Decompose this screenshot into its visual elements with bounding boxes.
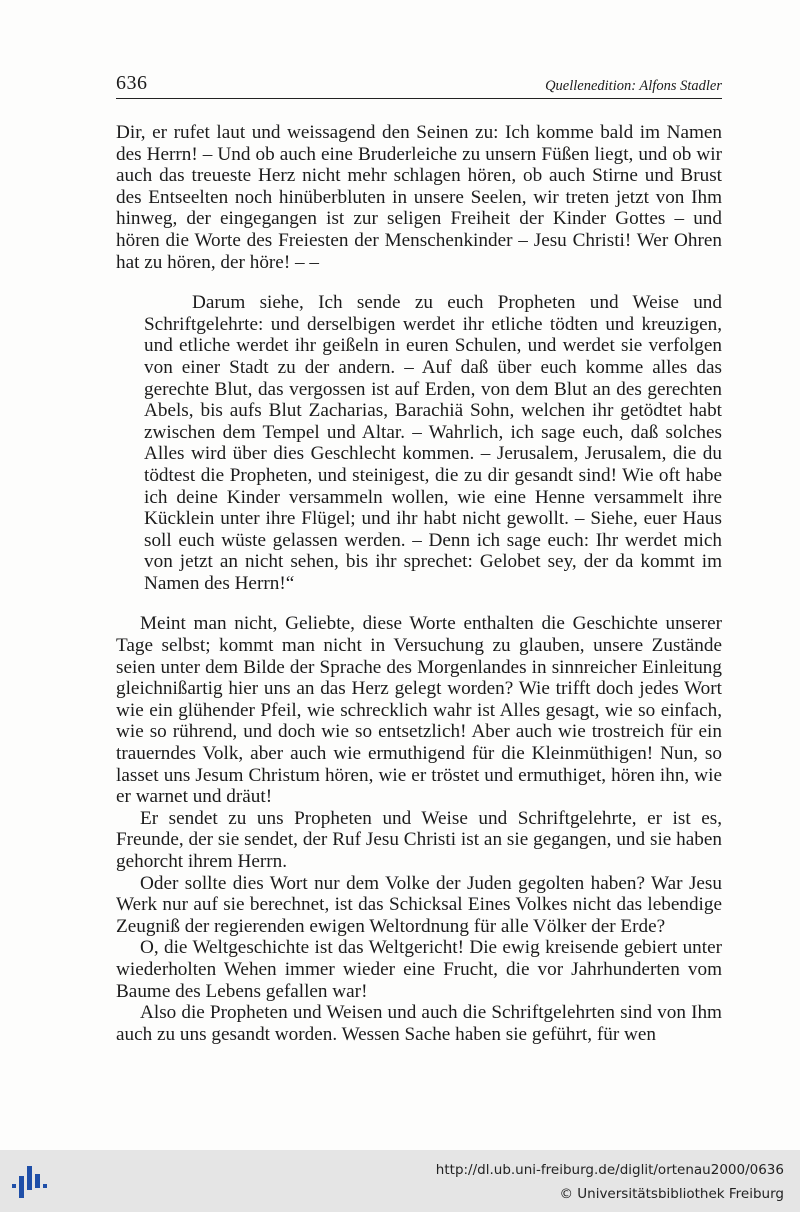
paragraph-2: Meint man nicht, Geliebte, diese Worte enthalten die Geschichte unserer Tage selbst; kommt man nicht in Versuchung zu glauben, unsere Zustände seien unter dem Bilde der Sprache des Morgenlandes in sinnreicher Einleitung gleichnißartig hier uns an das Herz gelegt worden? Wie trifft doch jedes Wort wie ein glühender Pfeil, wie schrecklich wahr ist Alles gesagt, wie so einfach, wie so rührend, und doch wie so entsetzlich! Aber auch wie trostreich für ein trauerndes Volk, aber auch wie ermuthigend für die Kleinmüthigen! Nun, so lasset uns Jesum Christum hören, wie er tröstet und ermuthiget, hören ihn, wie er warnet und dräut! [116,613,722,808]
copyright-text: © Universitätsbibliothek Freiburg [559,1186,784,1202]
body-text [116,122,722,1045]
footer-bar [0,1150,800,1212]
paragraph-6: Also die Propheten und Weisen und auch die Schriftgelehrten sind von Ihm auch zu uns gesandt worden. Wessen Sache haben sie geführt, für wen [116,1002,722,1045]
paragraph-1: Dir, er rufet laut und weissagend den Seinen zu: Ich komme bald im Namen des Herrn! – Und ob auch eine Bruderleiche zu unsern Füßen liegt, und ob wir auch das treueste Herz nicht mehr schlagen hören, ob auch Stirne und Brust des Entseelten noch hinüberbluten in unsere Seelen, wir treten jetzt von Ihm hinweg, der eingegangen ist zur seligen Freiheit der Kinder Gottes – und hören die Worte des Freiesten der Menschenkinder – Jesu Christi! Wer Ohren hat zu hören, der höre! – – [116,122,722,273]
ub-freiburg-logo-icon[interactable] [10,1164,54,1198]
running-title: Quellenedition: Alfons Stadler [545,78,722,94]
page-number: 636 [116,72,148,94]
page-header [116,72,722,99]
paragraph-4: Oder sollte dies Wort nur dem Volke der Juden gegolten haben? War Jesu Werk nur auf sie berechnet, ist das Schicksal Eines Volkes nicht das lebendige Zeugniß der regierenden ewigen Weltordnung für alle Völker der Erde? [116,872,722,937]
paragraph-3: Er sendet zu uns Propheten und Weise und Schriftgelehrte, er ist es, Freunde, der sie sendet, der Ruf Jesu Christi ist an sie gegangen, und sie haben gehorcht ihrem Herrn. [116,807,722,872]
block-quote: Darum siehe, Ich sende zu euch Propheten und Weise und Schriftgelehrte: und derselbigen werdet ihr etliche tödten und kreuzigen, und etliche werdet ihr geißeln in euren Schulen, und werdet sie verfolgen von einer Stadt zu der andern. – Auf daß über euch komme alles das gerechte Blut, das vergossen ist auf Erden, von dem Blut an des gerechten Abels, bis aufs Blut Zacharias, Barachiä Sohn, welchen ihr getödtet habt zwischen dem Tempel und Altar. – Wahrlich, ich sage euch, daß solches Alles wird über dies Geschlecht kommen. – Jerusalem, Jerusalem, die du tödtest die Propheten, und steinigest, die zu dir gesandt sind! Wie oft habe ich deine Kinder versammeln wollen, wie eine Henne versammelt ihre Kücklein unter ihre Flügel; und ihr habt nicht gewollt. – Siehe, euer Haus soll euch wüste gelassen werden. – Denn ich sage euch: Ihr werdet mich von jetzt an nicht sehen, bis ihr sprechet: Gelobet sey, der da kommt im Namen des Herrn!“ [144,292,722,594]
source-url-link[interactable]: http://dl.ub.uni-freiburg.de/diglit/ortenau2000/0636 [435,1162,784,1178]
paragraph-5: O, die Weltgeschichte ist das Weltgericht! Die ewig kreisende gebiert unter wiederholten Wehen immer wieder eine Frucht, die vor Jahrhunderten vom Baume des Lebens gefallen war! [116,937,722,1002]
